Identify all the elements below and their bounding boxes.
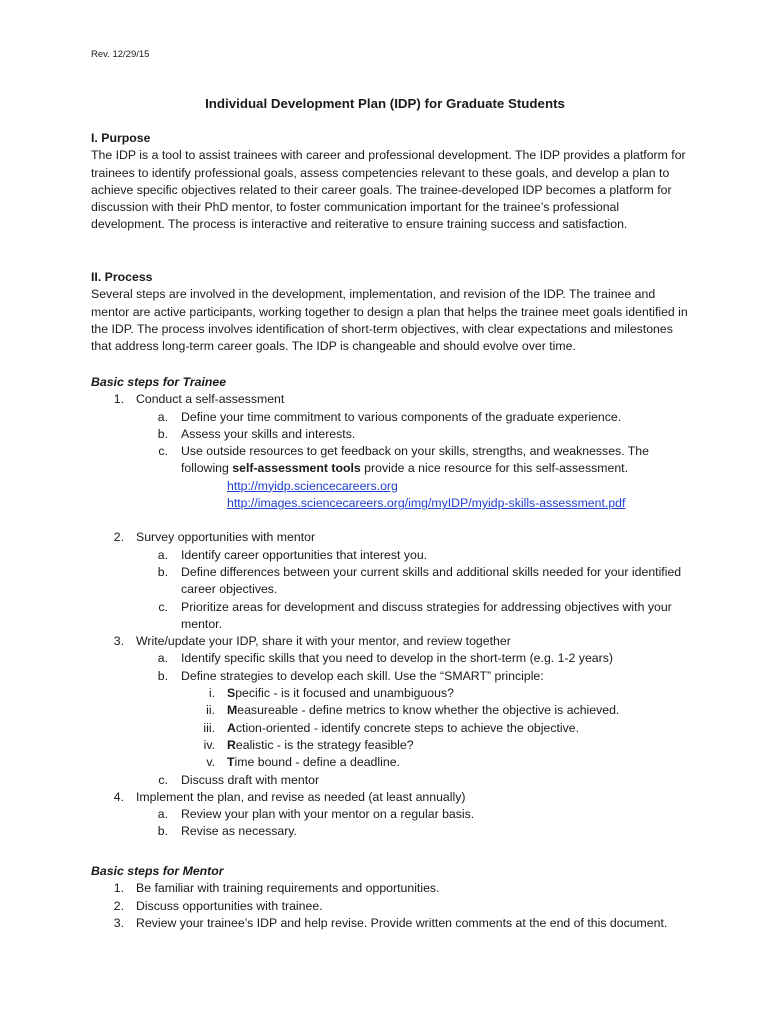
list-text — [227, 754, 691, 771]
purpose-section — [91, 130, 691, 234]
list-roman: ii. — [206, 703, 215, 718]
list-item — [91, 880, 691, 897]
list-letter: a. — [157, 807, 168, 822]
list-text: Review your plan with your mentor on a regular basis. — [181, 807, 475, 822]
smart-letter: R — [227, 737, 236, 752]
list-letter: b. — [157, 668, 168, 683]
smart-item-measureable — [91, 702, 691, 719]
list-letter: c. — [158, 599, 168, 614]
list-number: 2. — [113, 530, 124, 545]
list-roman: iv. — [203, 737, 215, 752]
smart-letter: S — [227, 686, 236, 701]
list-text: Write/update your IDP, share it with your mentor, and review together — [136, 634, 511, 649]
list-item — [91, 806, 691, 823]
list-item — [91, 789, 691, 806]
list-letter: b. — [157, 824, 168, 839]
revision-date: Rev. 12/29/15 — [91, 49, 150, 60]
skills-assessment-pdf-link[interactable]: http://images.sciencecareers.org/img/myIDP/myidp-skills-assessment.pdf — [227, 496, 626, 511]
list-item — [91, 547, 691, 564]
smart-text: ealistic - is the strategy feasible? — [235, 737, 414, 752]
list-letter: c. — [158, 772, 168, 787]
list-text: Identify specific skills that you need to develop in the short-term (e.g. 1-2 years) — [181, 651, 613, 666]
process-section — [91, 269, 691, 355]
list-letter: a. — [157, 409, 168, 424]
smart-item-realistic — [91, 737, 691, 754]
mentor-steps-section — [91, 863, 691, 932]
smart-item-action-oriented — [91, 720, 691, 737]
list-roman: iii. — [203, 720, 215, 735]
list-letter: b. — [157, 426, 168, 441]
smart-text: pecific - is it focused and unambiguous? — [235, 686, 454, 701]
smart-text: ction-oriented - identify concrete steps to achieve the objective. — [235, 720, 580, 735]
list-text: Define differences between your current skills and additional skills needed for your identified career objectives. — [181, 564, 682, 597]
list-text — [181, 443, 691, 478]
list-item — [91, 409, 691, 426]
list-number: 3. — [113, 634, 124, 649]
list-item — [91, 668, 691, 685]
list-letter: b. — [157, 564, 168, 579]
smart-item-specific — [91, 685, 691, 702]
list-text: Define your time commitment to various components of the graduate experience. — [181, 409, 622, 424]
list-text-part: provide a nice resource for this self-assessment. — [360, 461, 628, 476]
smart-text: ime bound - define a deadline. — [234, 755, 400, 770]
list-text: Conduct a self-assessment — [136, 392, 285, 407]
list-text — [227, 702, 691, 719]
list-text — [227, 720, 691, 737]
list-text: Implement the plan, and revise as needed (at least annually) — [136, 789, 466, 804]
list-text: Survey opportunities with mentor — [136, 530, 316, 545]
list-number: 4. — [113, 789, 124, 804]
list-number: 1. — [113, 881, 124, 896]
myidp-link[interactable]: http://myidp.sciencecareers.org — [227, 478, 398, 493]
list-text — [227, 685, 691, 702]
list-text: Discuss draft with mentor — [181, 772, 320, 787]
smart-letter: A — [227, 720, 236, 735]
trainee-steps-section — [91, 374, 691, 841]
smart-letter: M — [227, 703, 238, 718]
link-row — [227, 495, 691, 512]
list-roman: i. — [208, 686, 215, 701]
list-number: 3. — [113, 915, 124, 930]
list-item — [91, 443, 691, 478]
document-title: Individual Development Plan (IDP) for Graduate Students — [205, 96, 565, 111]
smart-letter: T — [227, 755, 235, 770]
list-text: Prioritize areas for development and discuss strategies for addressing objectives with your mentor. — [181, 599, 672, 631]
list-text: Identify career opportunities that interest you. — [181, 547, 428, 562]
list-text — [227, 737, 691, 754]
list-text: Define strategies to develop each skill. Use the “SMART” principle: — [181, 668, 544, 683]
smart-text: easureable - define metrics to know whether the objective is achieved. — [237, 703, 620, 718]
list-text: Assess your skills and interests. — [181, 426, 356, 441]
process-heading: II. Process — [91, 270, 153, 284]
list-item — [91, 898, 691, 915]
list-letter: c. — [158, 444, 168, 459]
link-row — [227, 478, 691, 495]
list-text-part: Use outside resources to get feedback on your skills, strengths, and weaknesses. The following — [181, 444, 649, 476]
list-item — [91, 529, 691, 546]
process-body: Several steps are involved in the development, implementation, and revision of the IDP. The trainee and mentor are active participants, working together to design a plan that helps the trainee meet goals identified in the IDP. The process involves identification of short-term objectives, with clear expectations and milestones that address long-term career goals. The IDP is changeable and should evolve over time. — [91, 287, 688, 354]
list-item — [91, 599, 691, 634]
list-roman: v. — [206, 755, 215, 770]
smart-item-time-bound — [91, 754, 691, 771]
list-item — [91, 823, 691, 840]
purpose-heading: I. Purpose — [91, 131, 151, 145]
list-text: Revise as necessary. — [181, 824, 297, 839]
list-item — [91, 391, 691, 408]
list-item — [91, 772, 691, 789]
list-item — [91, 650, 691, 667]
list-letter: a. — [157, 651, 168, 666]
list-item — [91, 426, 691, 443]
list-number: 2. — [113, 898, 124, 913]
mentor-steps-heading: Basic steps for Mentor — [91, 864, 224, 878]
list-text: Review your trainee’s IDP and help revise. Provide written comments at the end of this document. — [136, 915, 668, 930]
purpose-body: The IDP is a tool to assist trainees with career and professional development. The IDP provides a platform for trainees to identify professional goals, assess competencies relevant to these goals, and develop a plan to achieve specific objectives related to their career goals. The trainee-developed IDP becomes a platform for discussion with their PhD mentor, to foster communication important for the trainee’s professional development. The process is interactive and reiterative to ensure training success and satisfaction. — [91, 148, 686, 232]
list-number: 1. — [113, 392, 124, 407]
list-letter: a. — [157, 547, 168, 562]
list-item — [91, 915, 691, 932]
trainee-steps-heading: Basic steps for Trainee — [91, 375, 227, 389]
list-text: Be familiar with training requirements and opportunities. — [136, 881, 440, 896]
list-item — [91, 564, 691, 599]
list-text: Discuss opportunities with trainee. — [136, 898, 323, 913]
list-item — [91, 633, 691, 650]
self-assessment-tools-label: self-assessment tools — [232, 461, 361, 476]
